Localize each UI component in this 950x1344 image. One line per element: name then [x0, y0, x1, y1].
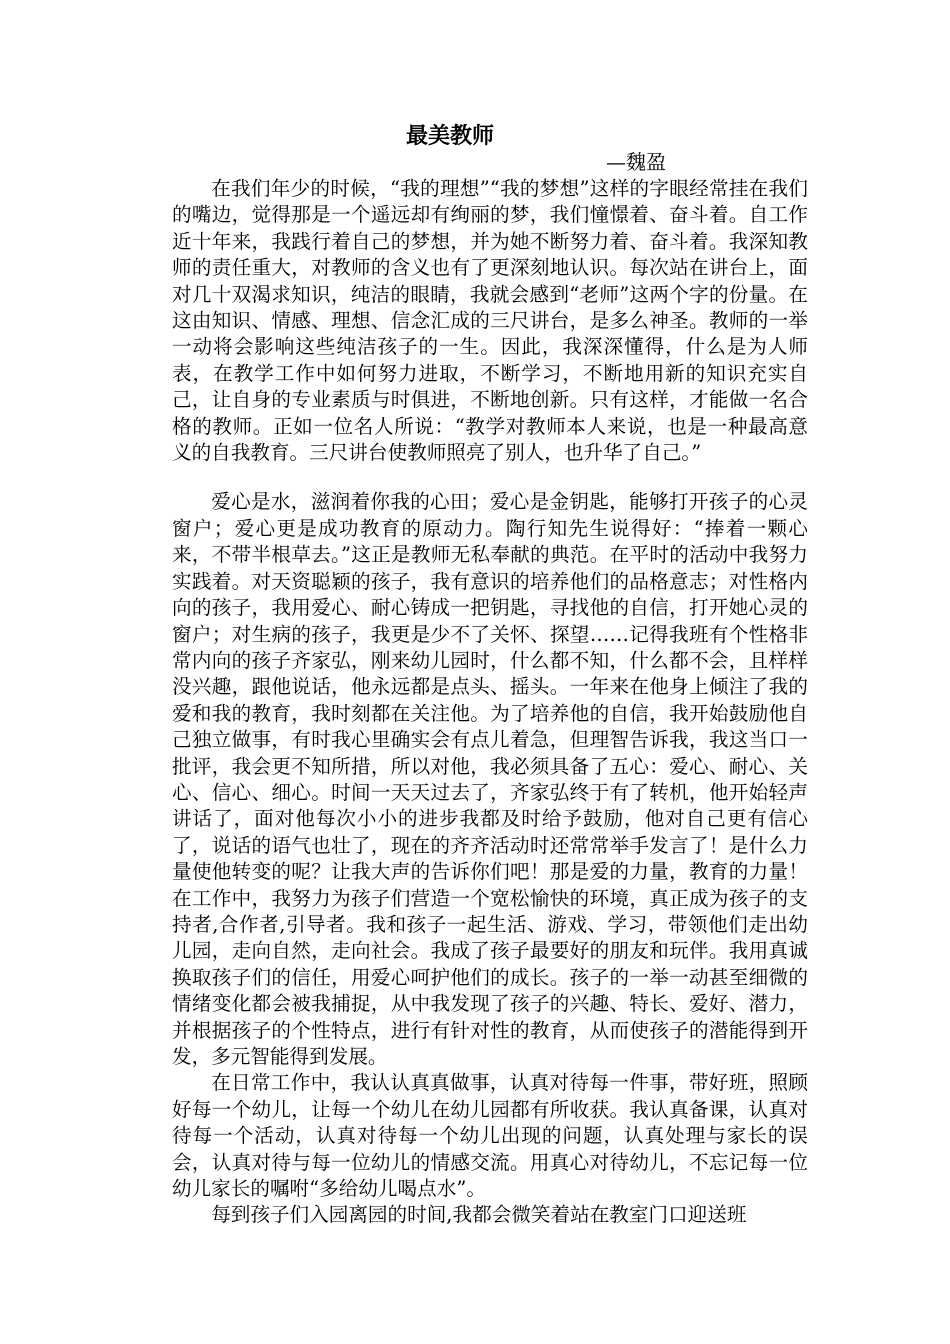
paragraph-3: 在日常工作中，我认认真真做事，认真对待每一件事，带好班，照顾好每一个幼儿，让每一个幼儿在幼儿园都有所收获。我认真备课，认真对待每一个活动，认真对待每一个幼儿出现的问题，认真处理与家长的误会，认真对待与每一位幼儿的情感交流。用真心对待幼儿，不忘记每一位幼儿家长的嘱咐“多给幼儿喝点水”。: [172, 1071, 808, 1201]
document-body: [172, 176, 808, 1229]
paragraph-1: 在我们年少的时候，“我的理想”“我的梦想”这样的字眼经常挂在我们的嘴边，觉得那是一个遥远却有绚丽的梦，我们憧憬着、奋斗着。自工作近十年来，我践行着自己的梦想，并为她不断努力着、奋斗着。我深知教师的责任重大，对教师的含义也有了更深刻地认识。每次站在讲台上，面对几十双渴求知识，纯洁的眼睛，我就会感到“老师”这两个字的份量。在这由知识、情感、理想、信念汇成的三尺讲台，是多么神圣。教师的一举一动将会影响这些纯洁孩子的一生。因此，我深深懂得，什么是为人师表，在教学工作中如何努力进取，不断学习，不断地用新的知识充实自己，让自身的专业素质与时俱进，不断地创新。只有这样，才能做一名合格的教师。正如一位名人所说：“教学对教师本人来说，也是一种最高意义的自我教育。三尺讲台使教师照亮了别人，也升华了自己。”: [172, 177, 808, 465]
document-title: 最美教师: [405, 124, 494, 149]
paragraph-4: 每到孩子们入园离园的时间,我都会微笑着站在教室门口迎送班: [211, 1203, 747, 1227]
document-author: —魏盈: [606, 150, 666, 174]
paragraph-2: 爱心是水，滋润着你我的心田；爱心是金钥匙，能够打开孩子的心灵窗户；爱心更是成功教育的原动力。陶行知先生说得好：“捧着一颗心来，不带半根草去。”这正是教师无私奉献的典范。在平时的活动中我努力实践着。对天资聪颖的孩子，我有意识的培养他们的品格意志；对性格内向的孩子，我用爱心、耐心铸成一把钥匙，寻找他的自信，打开她心灵的窗户；对生病的孩子，我更是少不了关怀、探望……记得我班有个性格非常内向的孩子齐家弘，刚来幼儿园时，什么都不知，什么都不会，且样样没兴趣，跟他说话，他永远都是点头、摇头。一年来在他身上倾注了我的爱和我的教育，我时刻都在关注他。为了培养他的自信，我开始鼓励他自己独立做事，有时我心里确实会有点儿着急，但理智告诉我，我这当口一批评，我会更不知所措，所以对他，我必须具备了五心：爱心、耐心、关心、信心、细心。时间一天天过去了，齐家弘终于有了转机，他开始轻声讲话了，面对他每次小小的进步我都及时给予鼓励，他对自己更有信心了，说话的语气也壮了，现在的齐齐活动时还常常举手发言了！是什么力量使他转变的呢？让我大声的告诉你们吧！那是爱的力量，教育的力量！在工作中，我努力为孩子们营造一个宽松愉快的环境，真正成为孩子的支持者,合作者,引导者。我和孩子一起生活、游戏、学习，带领他们走出幼儿园，走向自然，走向社会。我成了孩子最要好的朋友和玩伴。我用真诚换取孩子们的信任，用爱心呵护他们的成长。孩子的一举一动甚至细微的情绪变化都会被我捕捉，从中我发现了孩子的兴趣、特长、爱好、潜力，并根据孩子的个性特点，进行有针对性的教育，从而使孩子的潜能得到开发，多元智能得到发展。: [172, 490, 808, 1068]
